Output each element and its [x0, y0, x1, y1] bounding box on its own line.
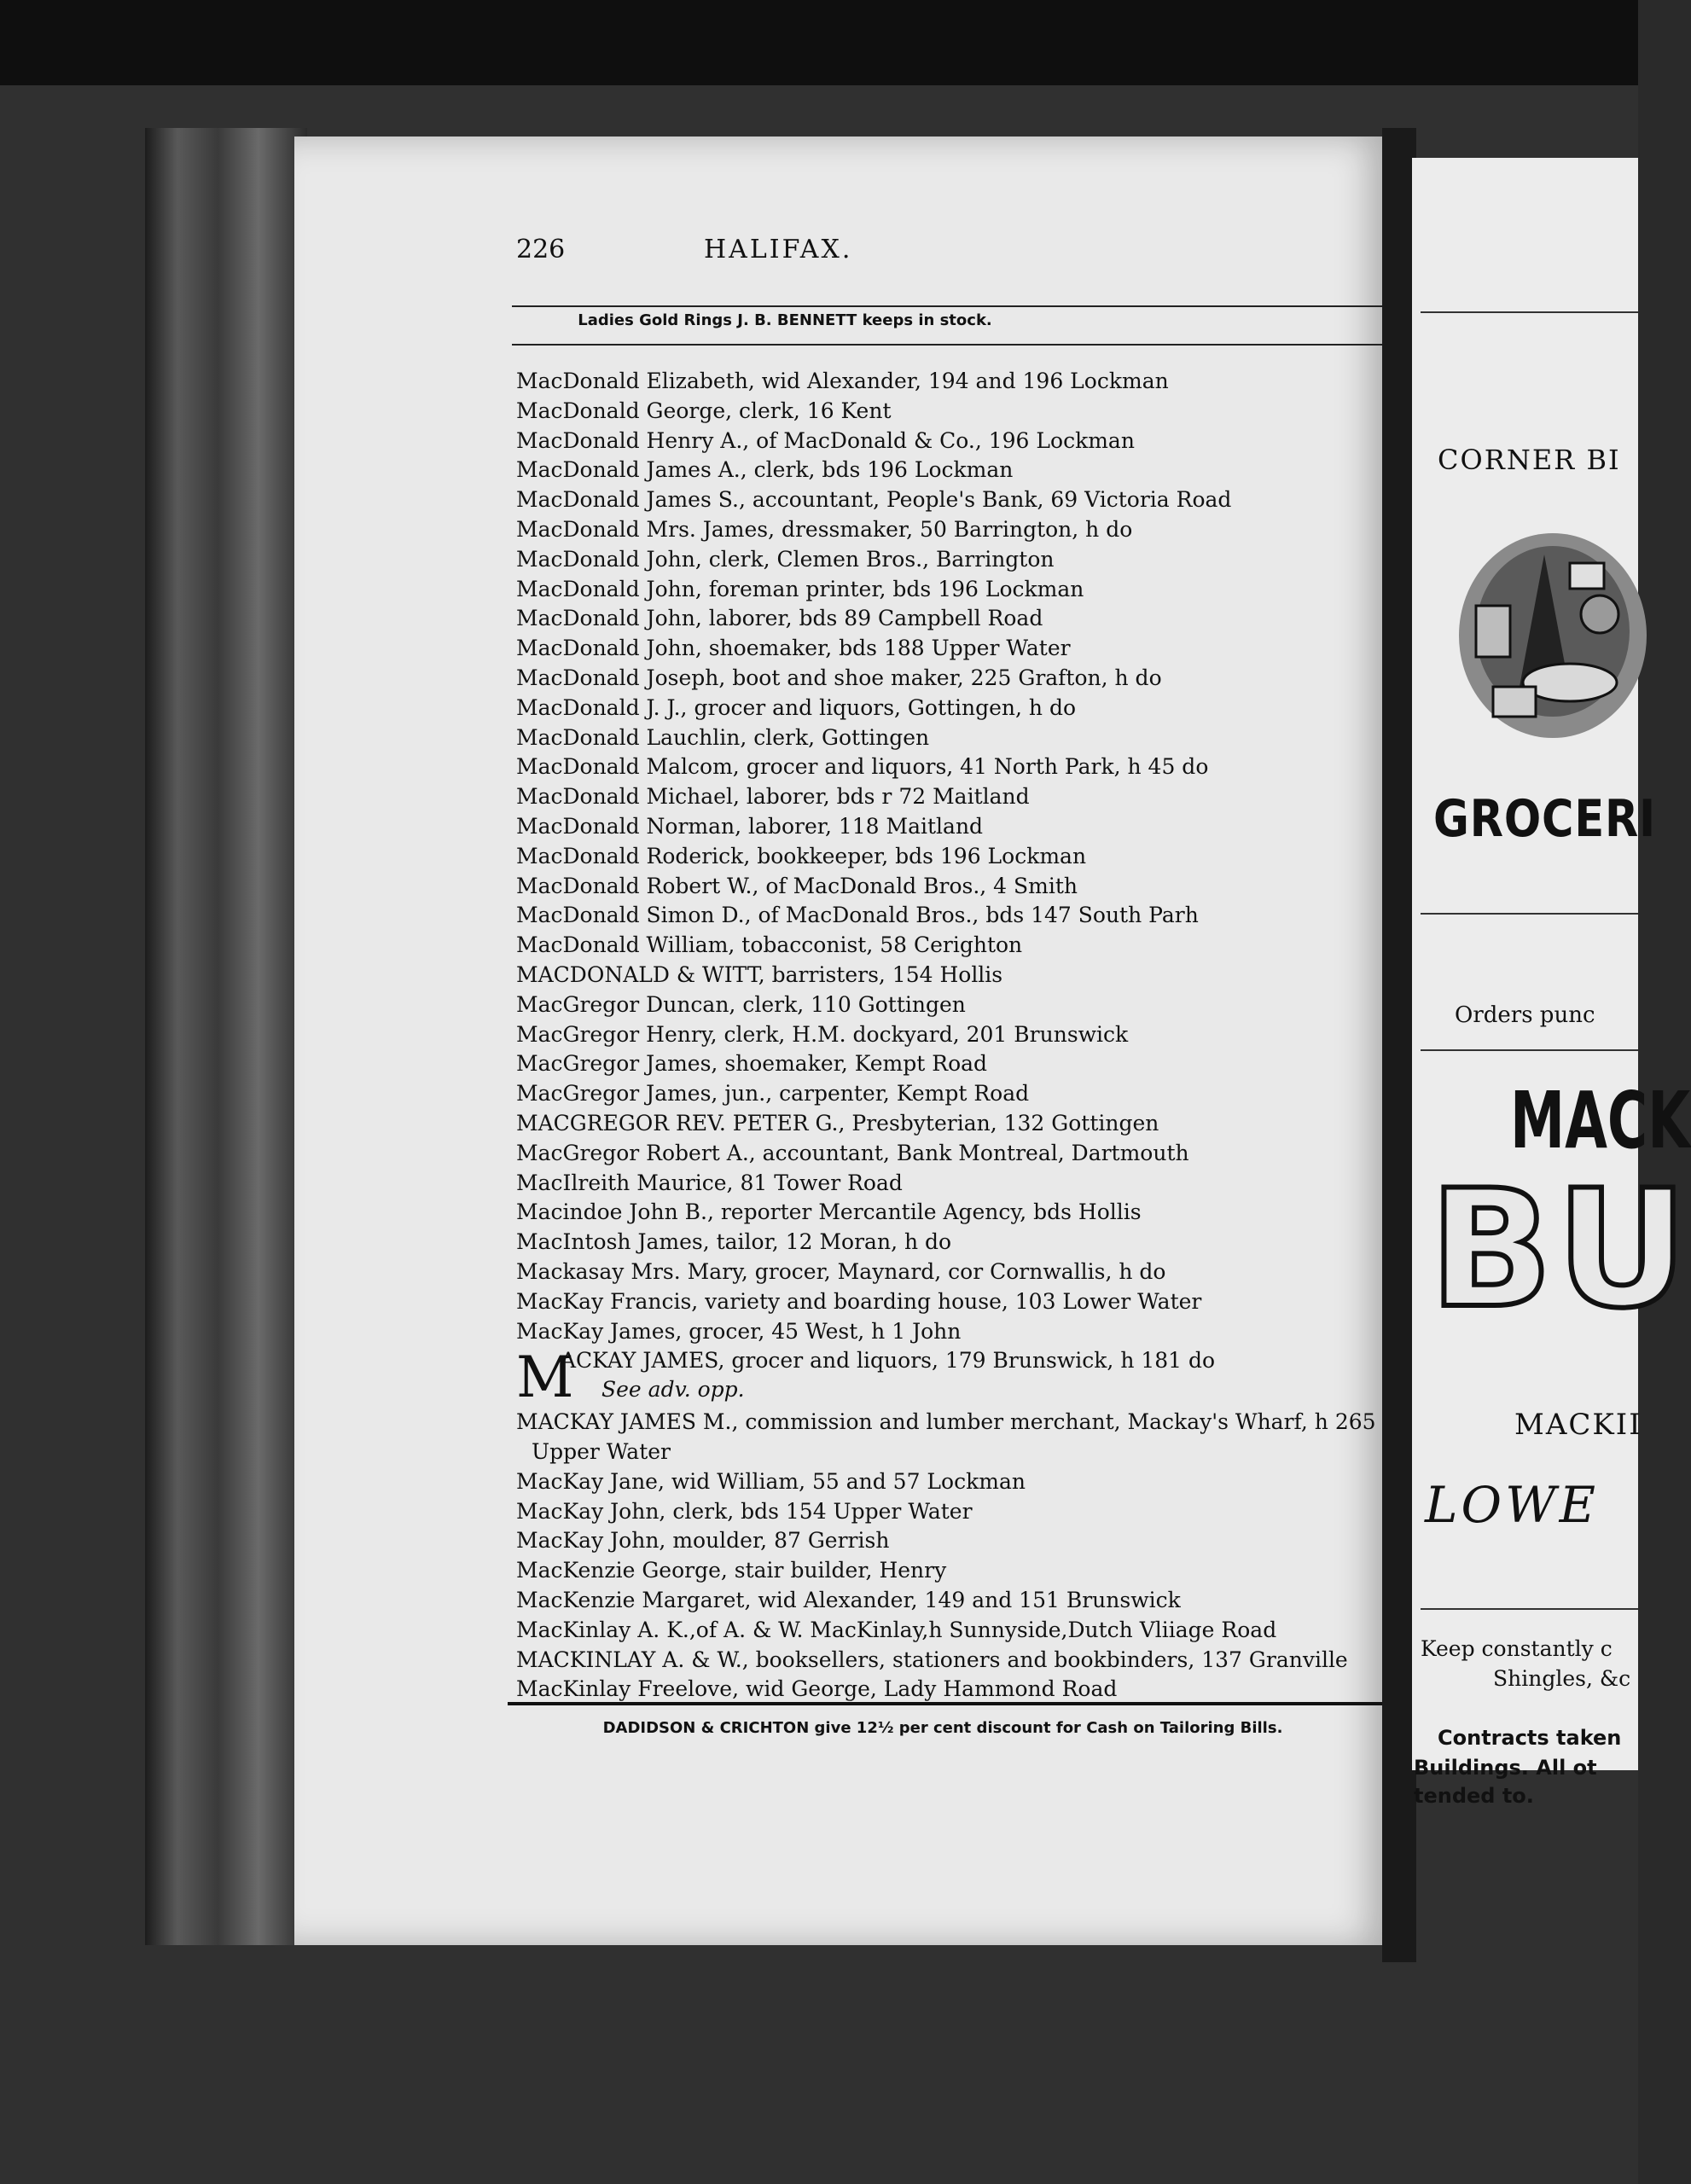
directory-entry: MacKay James, grocer, 45 West, h 1 John [516, 1318, 962, 1344]
right-page-lowe-text: LOWE [1425, 1476, 1600, 1534]
directory-entry: MacDonald John, laborer, bds 89 Campbell Road [516, 606, 1043, 631]
directory-entry: MacDonald J. J., grocer and liquors, Gottingen, h do [516, 694, 1077, 720]
directory-entry: MacDonald Mrs. James, dressmaker, 50 Barrington, h do [516, 516, 1133, 542]
directory-entry: MacDonald Norman, laborer, 118 Maitland [516, 813, 984, 839]
directory-entry: MacDonald Lauchlin, clerk, Gottingen [516, 724, 930, 750]
directory-entry: MacKenzie George, stair builder, Henry [516, 1558, 947, 1583]
right-page-tended-text: tended to. [1414, 1784, 1534, 1808]
directory-entry: MacDonald James S., accountant, People's Bank, 69 Victoria Road [516, 487, 1232, 513]
directory-entry: MacGregor James, jun., carpenter, Kempt Road [516, 1081, 1030, 1107]
directory-entry: MacDonald George, clerk, 16 Kent [516, 398, 892, 423]
bottom-advertisement: DADIDSON & CRICHTON give 12½ per cent discount for Cash on Tailoring Bills. [602, 1719, 1283, 1737]
directory-entry: MacDonald William, tobacconist, 58 Cerighton [516, 932, 1023, 958]
directory-entry: MACDONALD & WITT, barristers, 154 Hollis [516, 961, 1003, 987]
right-page-groceries-heading: GROCERI [1433, 789, 1656, 849]
right-page-shingles-text: Shingles, &c [1493, 1666, 1631, 1691]
right-page-rule-4 [1421, 1608, 1638, 1610]
directory-entry: MacGregor Henry, clerk, H.M. dockyard, 201 Brunswick [516, 1021, 1129, 1047]
directory-entry: MacDonald James A., clerk, bds 196 Lockman [516, 457, 1014, 483]
directory-entry: MacKay Francis, variety and boarding house, 103 Lower Water [516, 1288, 1202, 1314]
header-rule-lower [512, 344, 1386, 346]
directory-entry: MacKinlay Freelove, wid George, Lady Hammond Road [516, 1676, 1118, 1702]
drop-cap: M [516, 1345, 574, 1411]
directory-entry: MacDonald Joseph, boot and shoe maker, 225 Grafton, h do [516, 665, 1162, 690]
directory-entry: MacDonald Elizabeth, wid Alexander, 194 and 196 Lockman [516, 369, 1169, 393]
right-page [1412, 158, 1691, 1808]
entries-after-featured [516, 1408, 1378, 1705]
directory-entry: MacGregor Robert A., accountant, Bank Montreal, Dartmouth [516, 1140, 1189, 1165]
right-page-mackin-text: MACKII [1514, 1408, 1642, 1442]
right-page-contracts-text: Contracts taken [1438, 1726, 1622, 1750]
directory-entry: MacDonald Michael, laborer, bds r 72 Maitland [516, 784, 1030, 810]
right-page-buildings-text: Buildings. All ot [1414, 1756, 1597, 1780]
right-page-rule-3 [1421, 1049, 1638, 1051]
right-page-orders-text: Orders punc [1455, 1002, 1595, 1028]
top-advertisement: Ladies Gold Rings J. B. BENNETT keeps in stock. [578, 311, 992, 329]
entries-before-featured [516, 367, 1378, 1346]
directory-entry: MacDonald John, shoemaker, bds 188 Upper Water [516, 636, 1071, 661]
running-head: HALIFAX. [704, 235, 853, 264]
directory-entry: MacDonald Henry A., of MacDonald & Co., 196 Lockman [516, 427, 1135, 453]
directory-entry: Macindoe John B., reporter Mercantile Agency, bds Hollis [516, 1199, 1142, 1225]
groceries-illustration [1442, 503, 1638, 751]
directory-entry: MACKINLAY A. & W., booksellers, stationers and bookbinders, 137 Granville [516, 1647, 1348, 1672]
right-page-rule [1421, 311, 1638, 313]
directory-entry: MacDonald John, foreman printer, bds 196 Lockman [516, 576, 1084, 601]
directory-entries [516, 367, 1378, 1705]
directory-entry: MacIlreith Maurice, 81 Tower Road [516, 1170, 903, 1195]
directory-entry: Mackasay Mrs. Mary, grocer, Maynard, cor Cornwallis, h do [516, 1258, 1166, 1284]
directory-entry: MacKinlay A. K.,of A. & W. MacKinlay,h Sunnyside,Dutch Vliiage Road [516, 1617, 1277, 1642]
directory-entry: MacDonald Malcom, grocer and liquors, 41 North Park, h 45 do [516, 754, 1209, 780]
right-page-corner-heading: CORNER BI [1438, 444, 1621, 476]
page-number: 226 [516, 235, 566, 264]
directory-entry: MacKenzie Margaret, wid Alexander, 149 and 151 Brunswick [516, 1588, 1181, 1613]
left-page [294, 136, 1395, 1945]
directory-entry: MacDonald John, clerk, Clemen Bros., Barrington [516, 546, 1055, 572]
right-page-mack-heading: MACK [1510, 1075, 1691, 1166]
directory-entry: MacGregor James, shoemaker, Kempt Road [516, 1051, 988, 1077]
header-rule [512, 305, 1386, 307]
footer-rule [508, 1702, 1382, 1705]
right-page-keep-text: Keep constantly c [1421, 1636, 1613, 1661]
scan-top-border [0, 0, 1638, 85]
book-gutter [1382, 128, 1416, 1962]
directory-entry: MacIntosh James, tailor, 12 Moran, h do [516, 1229, 952, 1255]
right-page-rule-2 [1421, 913, 1638, 915]
directory-entry: MacDonald Roderick, bookkeeper, bds 196 Lockman [516, 843, 1087, 868]
book-page-edges [145, 128, 307, 1945]
directory-entry: MACGREGOR REV. PETER G., Presbyterian, 132 Gottingen [516, 1110, 1159, 1136]
right-page-bu-heading: BU [1429, 1155, 1691, 1344]
directory-entry: MACKAY JAMES M., commission and lumber merchant, Mackay's Wharf, h 265 Upper Water [516, 1409, 1376, 1465]
directory-entry: MacGregor Duncan, clerk, 110 Gottingen [516, 991, 966, 1017]
directory-entry: MacDonald Simon D., of MacDonald Bros., bds 147 South Parh [516, 903, 1199, 928]
directory-entry: MacKay John, moulder, 87 Gerrish [516, 1528, 890, 1554]
featured-entry-note: See adv. opp. [601, 1377, 745, 1403]
directory-entry: MacDonald Robert W., of MacDonald Bros., 4 Smith [516, 873, 1078, 898]
featured-entry-text: ACKAY JAMES, grocer and liquors, 179 Brunswick, h 181 do [561, 1348, 1216, 1374]
directory-entry: MacKay John, clerk, bds 154 Upper Water [516, 1498, 973, 1524]
directory-entry: MacKay Jane, wid William, 55 and 57 Lockman [516, 1468, 1026, 1494]
featured-entry [516, 1345, 1378, 1411]
